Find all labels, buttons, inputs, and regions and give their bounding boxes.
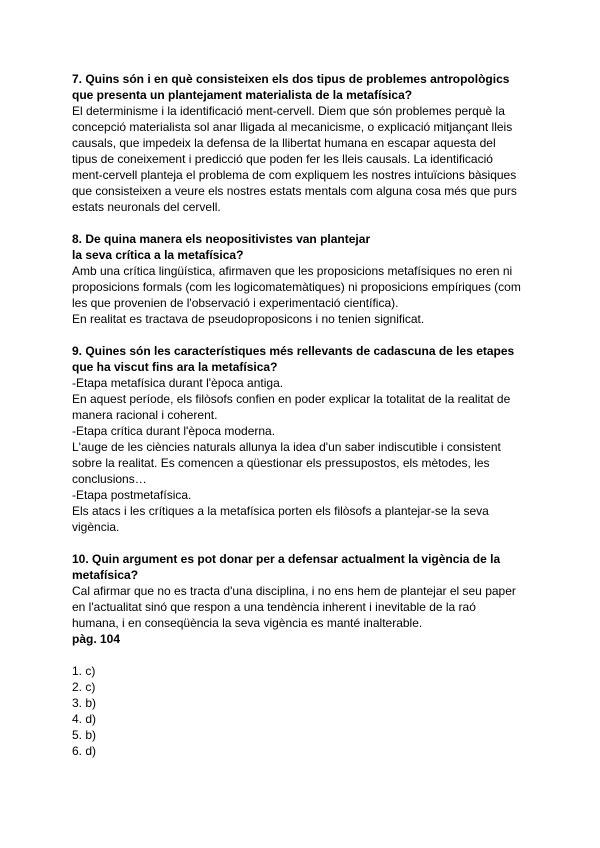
question-7 — [72, 71, 532, 215]
answer-line: proposicions formals (com les logicomatemàtiques) ni proposicions empíriques (com — [72, 280, 521, 294]
answer-line: -Etapa crítica durant l'època moderna. — [72, 424, 276, 438]
answer-line: en l'actualitat sinó que respon a una tendència inherent i inevitable de la raó — [72, 600, 476, 614]
paragraph-gap — [72, 215, 532, 231]
answer-line: humana, i en conseqüència la seva vigència es manté inalterable. — [72, 616, 423, 630]
answer-key-item: 6. d) — [72, 744, 97, 758]
answer-key-item: 2. c) — [72, 680, 96, 694]
page-reference: pàg. 104 — [72, 632, 121, 646]
answer-key-list — [72, 663, 532, 759]
question-8 — [72, 231, 532, 327]
answer-key-item: 5. b) — [72, 728, 97, 742]
question-title-line: 9. Quines són les característiques més rellevants de cadascuna de les etapes — [72, 344, 515, 358]
answer-line: Amb una crítica lingüística, afirmaven que les proposicions metafísiques no eren ni — [72, 264, 513, 278]
question-title-line: 8. De quina manera els neopositivistes van plantejar — [72, 232, 371, 246]
answer-key-item: 1. c) — [72, 664, 96, 678]
answer-line: tipus de coneixement i predicció que poden fer les lleis causals. La identificació — [72, 152, 493, 166]
answer-line: -Etapa postmetafísica. — [72, 488, 192, 502]
question-title-line: la seva crítica a la metafísica? — [72, 248, 244, 262]
question-title-line: que ha viscut fins ara la metafísica? — [72, 360, 278, 374]
answer-line: sobre la realitat. Es comencen a qüestionar els pressupostos, els mètodes, les — [72, 456, 490, 470]
answer-line: estats neuronals del cervell. — [72, 200, 221, 214]
question-9 — [72, 343, 532, 535]
answer-line: que consisteixen a veure els nostres estats mentals com alguna cosa més que purs — [72, 184, 517, 198]
answer-line: causals, que impedeix la defensa de la llibertat humana en escapar aquesta del — [72, 136, 496, 150]
answer-line: -Etapa metafísica durant l'època antiga. — [72, 376, 284, 390]
paragraph-gap — [72, 647, 532, 663]
question-title-line: que presenta un plantejament materialista de la metafísica? — [72, 88, 413, 102]
question-title-line: 10. Quin argument es pot donar per a defensar actualment la vigència de la — [72, 552, 501, 566]
answer-line: En aquest període, els filòsofs confien en poder explicar la totalitat de la realitat de — [72, 392, 511, 406]
question-title-line: 7. Quins són i en què consisteixen els dos tipus de problemes antropològics — [72, 72, 510, 86]
question-10 — [72, 551, 532, 631]
answer-line: ment-cervell planteja el problema de com expliquem les nostres intuïcions bàsiques — [72, 168, 517, 182]
paragraph-gap — [72, 327, 532, 343]
answer-line: concepció materialista sol anar lligada al mecanicisme, o explicació mitjançant lleis — [72, 120, 513, 134]
question-title-line: metafísica? — [72, 568, 139, 582]
answer-line: En realitat es tractava de pseudoproposicons i no tenien significat. — [72, 312, 425, 326]
paragraph-gap — [72, 535, 532, 551]
answer-line: Cal afirmar que no es tracta d'una disciplina, i no ens hem de plantejar el seu paper — [72, 584, 516, 598]
answer-line: L'auge de les ciències naturals allunya la idea d'un saber indiscutible i consistent — [72, 440, 501, 454]
answer-line: Els atacs i les crítiques a la metafísica porten els filòsofs a plantejar-se la seva — [72, 504, 489, 518]
answer-key-item: 3. b) — [72, 696, 97, 710]
answer-line: les que provenien de l'observació i experimentació científica). — [72, 296, 399, 310]
answer-key-item: 4. d) — [72, 712, 97, 726]
answer-line: manera racional i coherent. — [72, 408, 218, 422]
answer-line: El determinisme i la identificació ment-cervell. Diem que són problemes perquè la — [72, 104, 505, 118]
answer-line: vigència. — [72, 520, 120, 534]
document-content — [72, 71, 532, 759]
answer-line: conclusions… — [72, 472, 147, 486]
